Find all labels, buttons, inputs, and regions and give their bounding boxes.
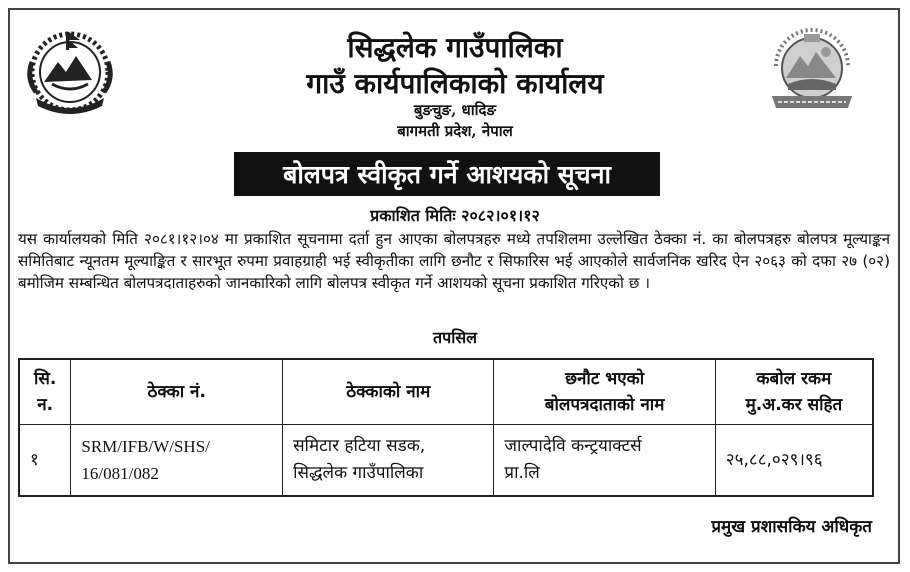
header-bid-amount <box>715 359 873 425</box>
bidder-line2: प्रा.लि <box>504 463 540 483</box>
contract-no-line2: 16/081/082 <box>81 464 159 483</box>
notice-body: यस कार्यालयको मिति २०८१।१२।०४ मा प्रकाशित सूचनामा दर्ता हुन आएका बोलपत्रहरु मध्ये तपशिलमा उल्लेखित ठेक्का नं. का बोलपत्रहरु बोलपत्र मूल्याङ्कन समितिबाट न्यूनतम मूल्याङ्कित र सारभूत रुपमा प्रवाहग्राही भई स्वीकृतीका लागि छनौट र सिफारिस भई आएकोले सार्वजनिक खरिद ऐन २०६३ को दफा २७ (०२) बमोजिम सम्बन्धित बोलपत्रदाताहरुको जानकारिको लागि बोलपत्र स्वीकृत गर्ने आशयको सूचना प्रकाशित गरिएको छ । <box>18 230 890 292</box>
bidder-line1: जाल्पादेवि कन्ट्रयाक्टर्स <box>504 436 642 456</box>
notice-title: बोलपत्र स्वीकृत गर्ने आशयको सूचना <box>234 152 660 196</box>
header-contract-no: ठेक्का नं. <box>71 359 283 425</box>
header-serial-number <box>19 359 71 425</box>
header-bidder-line1: छनौट भएको <box>565 369 645 389</box>
contract-name-line1: समिटार हटिया सडक, <box>293 436 426 456</box>
cell-serial-number: १ <box>19 425 71 497</box>
header-selected-bidder <box>494 359 715 425</box>
header-contract-name: ठेक्काको नाम <box>283 359 494 425</box>
cell-selected-bidder <box>494 425 715 497</box>
details-heading: तपसिल <box>432 328 478 347</box>
cell-contract-no <box>71 425 283 497</box>
contract-no-line1: SRM/IFB/W/SHS/ <box>81 437 210 456</box>
header-sn-line1: सि. <box>34 369 57 389</box>
table-header-row <box>19 359 873 425</box>
header-amount-line2: मु.अ.कर सहित <box>745 395 843 415</box>
cell-contract-name <box>283 425 494 497</box>
office-name: गाउँ कार्यपालिकाको कार्यालय <box>306 67 604 100</box>
header-amount-line1: कबोल रकम <box>756 369 832 389</box>
cell-bid-amount: २५,८८,०२९।९६ <box>715 425 873 497</box>
contracts-table <box>18 358 874 497</box>
publish-date: प्रकाशित मितिः २०८२।०१।१२ <box>370 206 540 225</box>
location-line-2: बागमती प्रदेश, नेपाल <box>397 122 513 140</box>
header-sn-line2: न. <box>37 395 54 415</box>
header-bidder-line2: बोलपत्रदाताको नाम <box>544 395 665 415</box>
table-row <box>19 425 873 497</box>
org-name: सिद्धलेक गाउँपालिका <box>347 31 563 64</box>
signatory-title: प्रमुख प्रशासकिय अधिकृत <box>711 517 872 537</box>
contract-name-line2: सिद्धलेक गाउँपालिका <box>293 463 424 483</box>
location-line-1: बुङचुङ, धादिङ <box>413 101 497 119</box>
